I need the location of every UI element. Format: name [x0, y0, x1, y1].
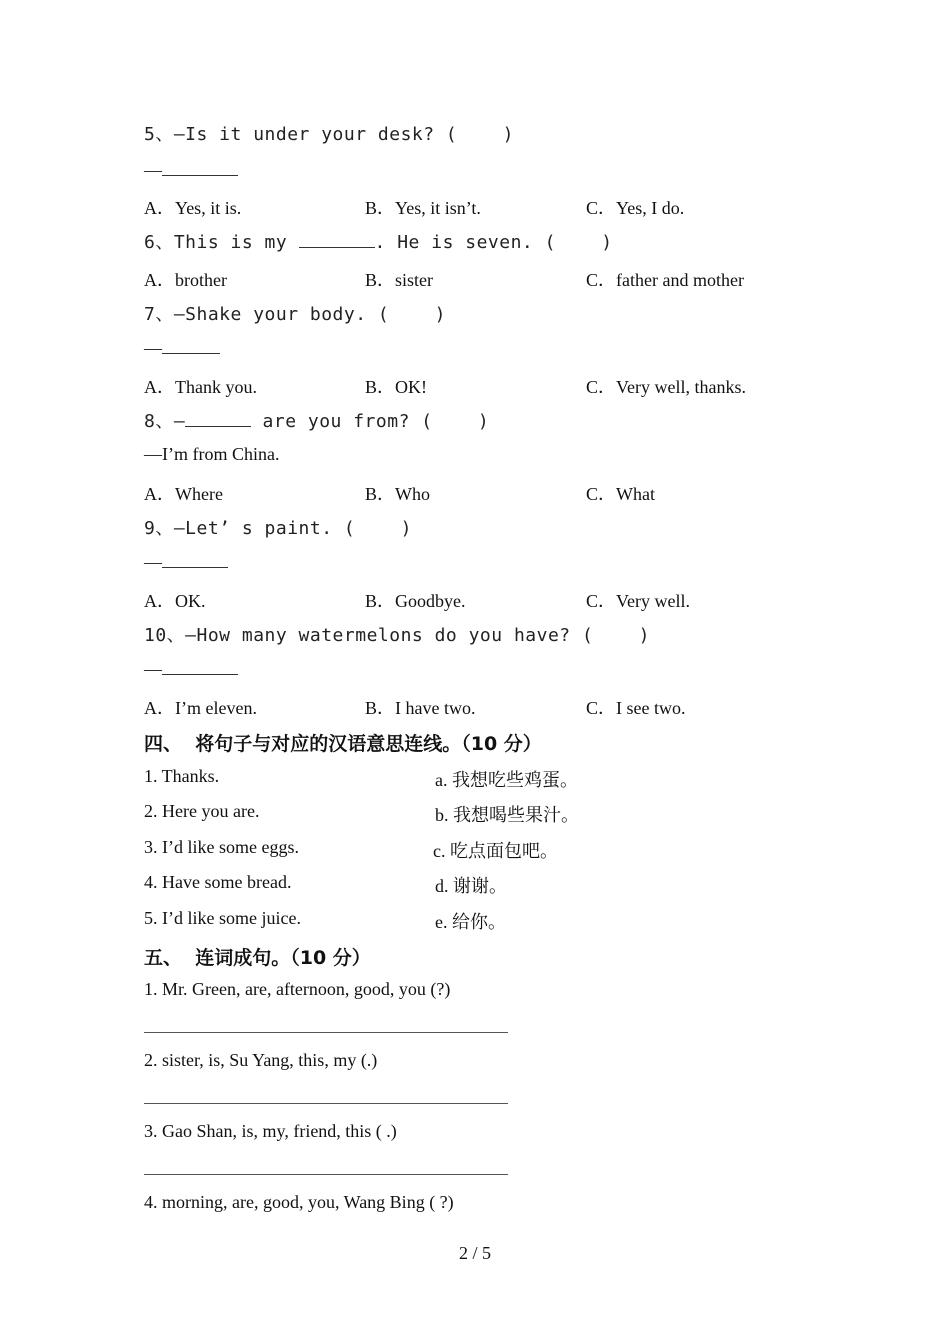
reorder-item-3: 3. Gao Shan, is, my, friend, this ( .) — [144, 1121, 397, 1141]
question-7-option-b[interactable]: B．OK! — [365, 377, 427, 397]
answer-line-2[interactable] — [144, 1103, 508, 1104]
question-9-stem: 9、—Let’ s paint. ( ) — [144, 518, 412, 539]
question-6-stem — [144, 228, 613, 254]
match-right-d[interactable]: d. 谢谢。 — [435, 876, 507, 896]
question-7-response — [144, 338, 220, 359]
answer-blank[interactable] — [185, 412, 251, 427]
answer-blank[interactable] — [162, 161, 238, 176]
match-right-b[interactable]: b. 我想喝些果汁。 — [435, 805, 579, 825]
question-10-option-a[interactable]: A．I’m eleven. — [144, 698, 257, 718]
question-6-option-c[interactable]: C．father and mother — [586, 270, 744, 290]
question-7-option-c[interactable]: C．Very well, thanks. — [586, 377, 746, 397]
question-10-option-c[interactable]: C．I see two. — [586, 698, 686, 718]
dash: — — [144, 659, 162, 679]
match-right-a[interactable]: a. 我想吃些鸡蛋。 — [435, 770, 578, 790]
question-8-option-b[interactable]: B．Who — [365, 484, 430, 504]
match-left-4[interactable]: 4. Have some bread. — [144, 872, 292, 892]
reorder-item-4: 4. morning, are, good, you, Wang Bing ( ?) — [144, 1192, 454, 1212]
page-number: 2 / 5 — [458, 1243, 491, 1263]
section-5-title: 五、 连词成句。（10 分） — [144, 947, 371, 969]
match-left-5[interactable]: 5. I’d like some juice. — [144, 908, 301, 928]
question-5-response — [144, 160, 238, 181]
stem-before: 6、This is my — [144, 232, 299, 253]
stem-after: are you from? ( ) — [251, 411, 490, 432]
question-5-option-a[interactable]: A．Yes, it is. — [144, 198, 242, 218]
question-6-option-a[interactable]: A．brother — [144, 270, 227, 290]
question-10-response — [144, 659, 238, 680]
match-right-c[interactable]: c. 吃点面包吧。 — [433, 841, 558, 861]
question-8-stem — [144, 407, 489, 433]
match-left-3[interactable]: 3. I’d like some eggs. — [144, 837, 299, 857]
reorder-item-2: 2. sister, is, Su Yang, this, my (.) — [144, 1050, 378, 1070]
reorder-item-1: 1. Mr. Green, are, afternoon, good, you (?) — [144, 979, 451, 999]
section-4-title: 四、 将句子与对应的汉语意思连线。（10 分） — [144, 733, 542, 755]
answer-blank[interactable] — [162, 339, 220, 354]
stem-before: 8、— — [144, 411, 186, 432]
question-10-stem: 10、—How many watermelons do you have? ( ) — [144, 625, 650, 646]
dash: — — [144, 552, 162, 572]
question-5-option-c[interactable]: C．Yes, I do. — [586, 198, 685, 218]
question-8-option-c[interactable]: C．What — [586, 484, 655, 504]
answer-blank[interactable] — [162, 553, 228, 568]
question-10-option-b[interactable]: B．I have two. — [365, 698, 476, 718]
question-7-stem: 7、—Shake your body. ( ) — [144, 304, 446, 325]
answer-blank[interactable] — [162, 660, 238, 675]
question-9-option-c[interactable]: C．Very well. — [586, 591, 690, 611]
answer-blank[interactable] — [299, 233, 375, 248]
match-left-1[interactable]: 1. Thanks. — [144, 766, 220, 786]
answer-line-3[interactable] — [144, 1174, 508, 1175]
match-left-2[interactable]: 2. Here you are. — [144, 801, 260, 821]
match-right-e[interactable]: e. 给你。 — [435, 912, 506, 932]
answer-line-1[interactable] — [144, 1032, 508, 1033]
question-7-option-a[interactable]: A．Thank you. — [144, 377, 257, 397]
dash: — — [144, 160, 162, 180]
question-5-option-b[interactable]: B．Yes, it isn’t. — [365, 198, 481, 218]
question-8-option-a[interactable]: A．Where — [144, 484, 223, 504]
question-9-response — [144, 552, 228, 573]
question-6-option-b[interactable]: B．sister — [365, 270, 434, 290]
question-9-option-a[interactable]: A．OK. — [144, 591, 206, 611]
question-8-response: —I’m from China. — [144, 444, 280, 464]
dash: — — [144, 338, 162, 358]
stem-after: . He is seven. ( ) — [374, 232, 613, 253]
question-5-stem: 5、—Is it under your desk? ( ) — [144, 124, 514, 145]
question-9-option-b[interactable]: B．Goodbye. — [365, 591, 466, 611]
